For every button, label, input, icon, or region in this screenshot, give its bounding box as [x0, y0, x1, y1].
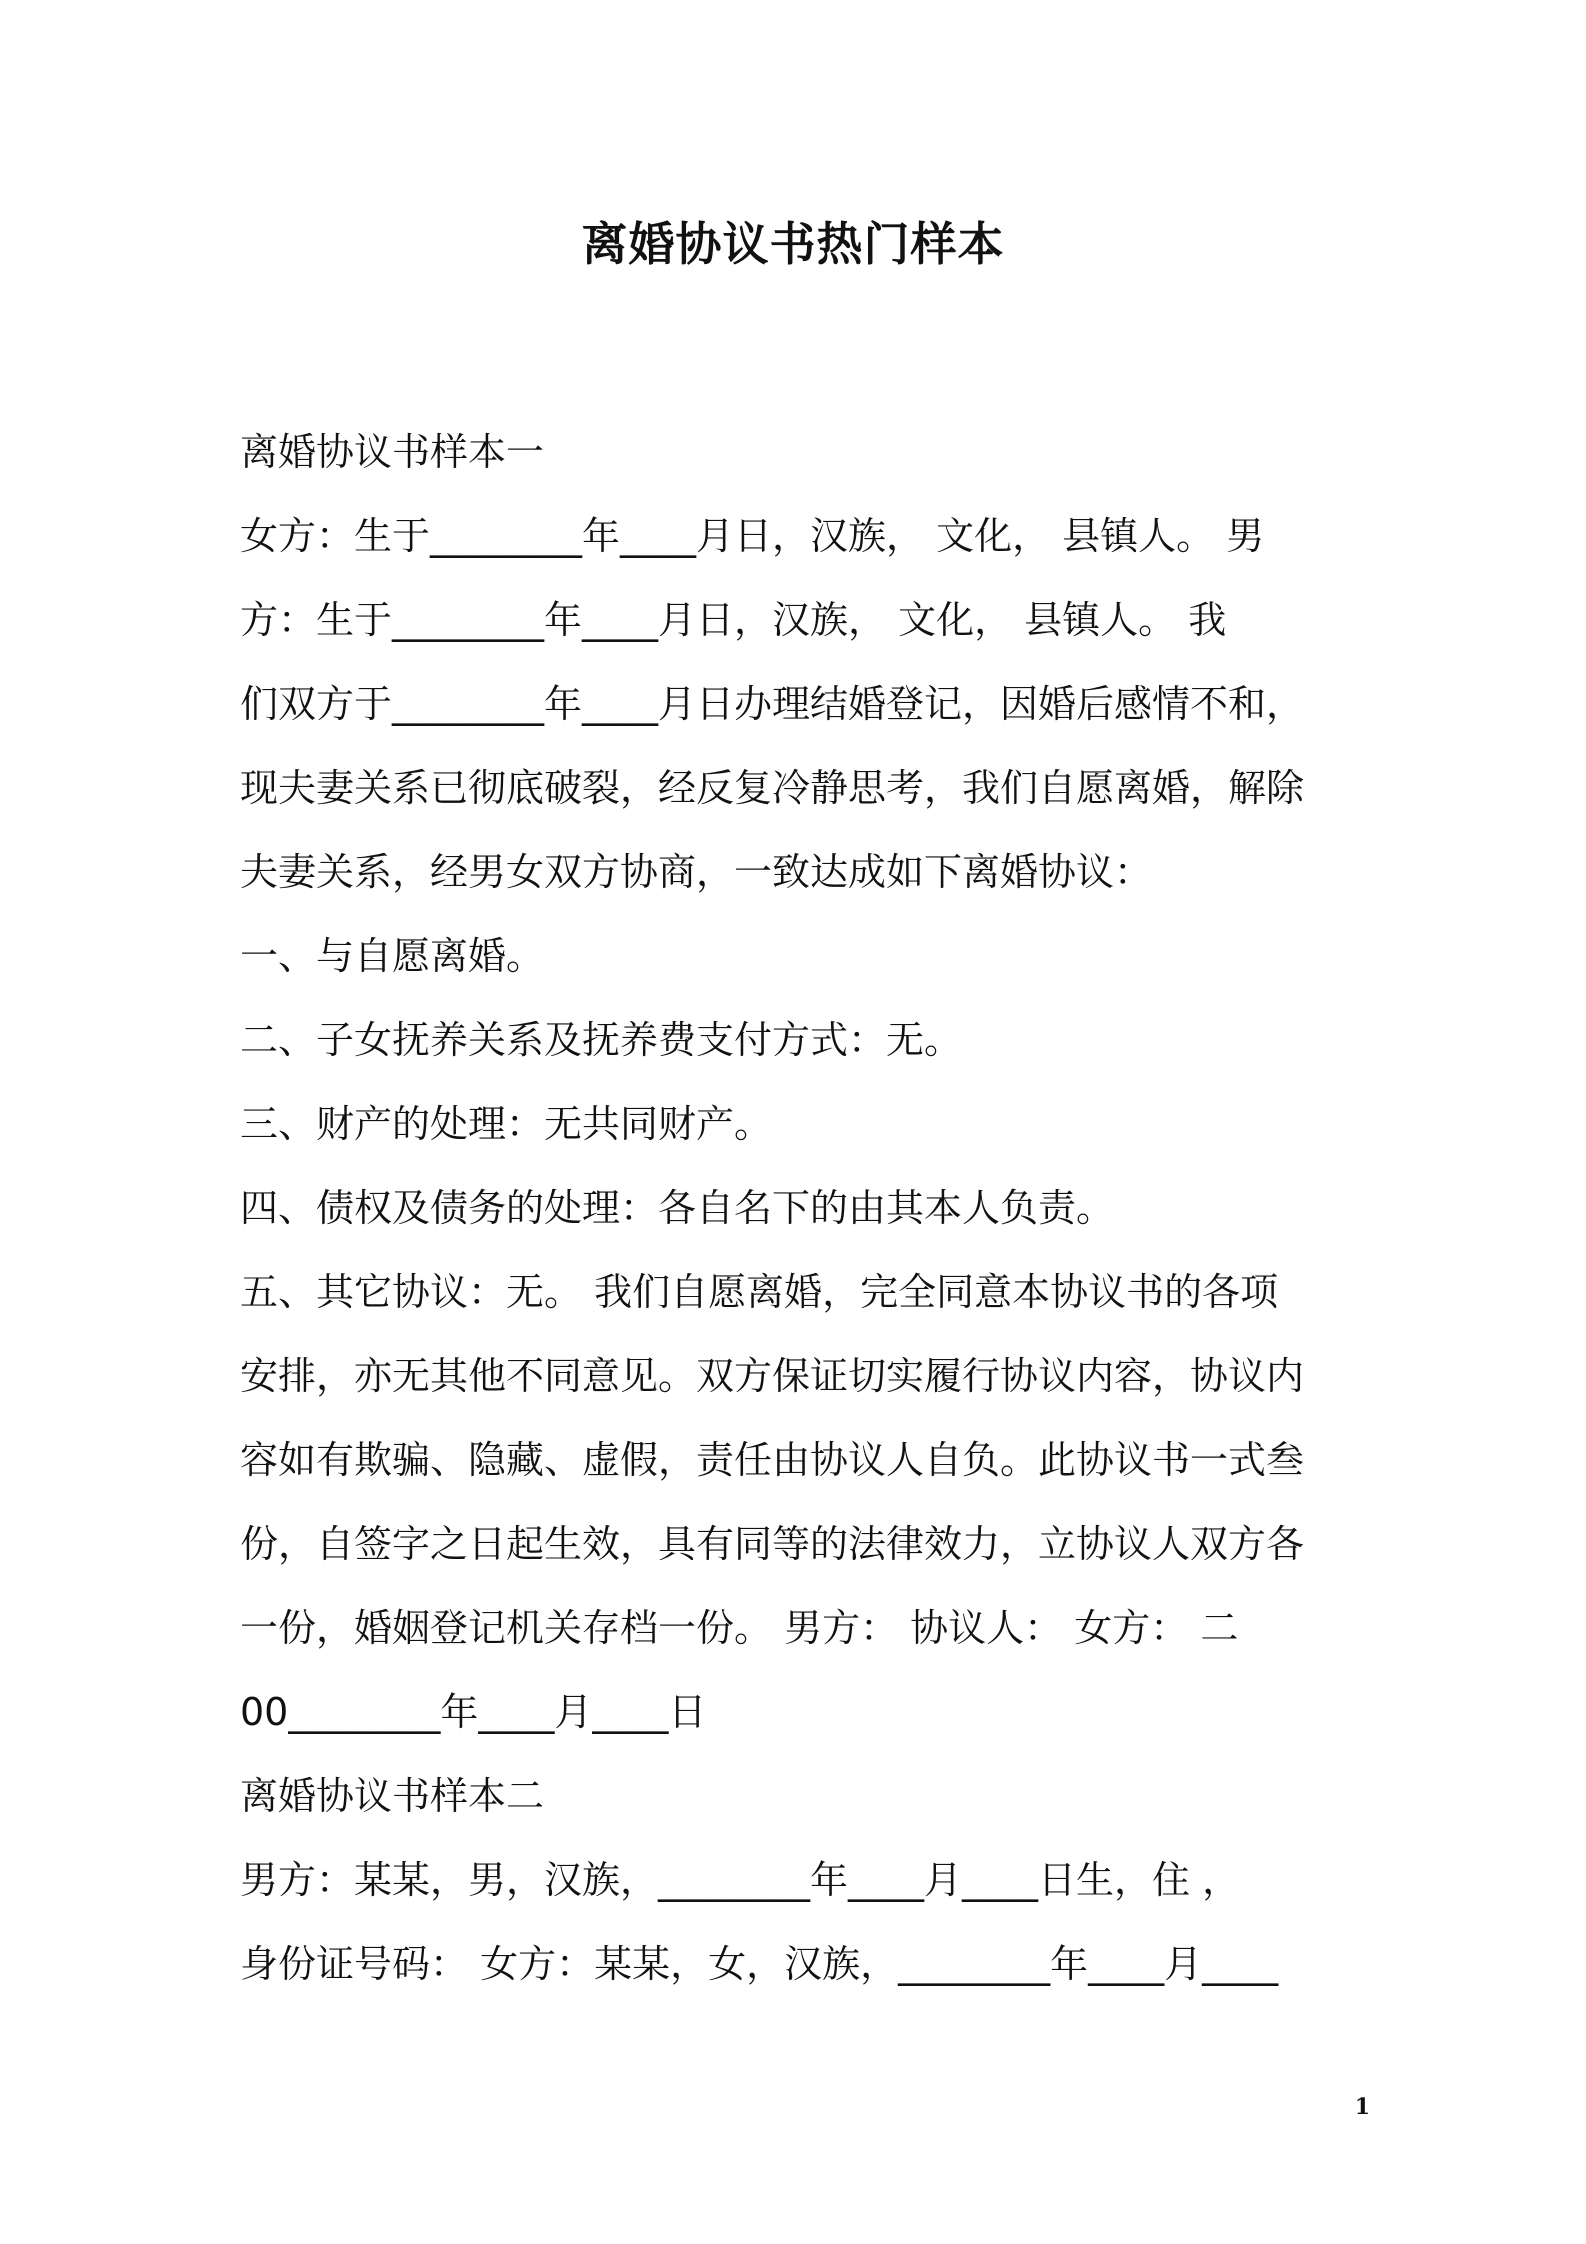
text-line: 方：生于________年____月日，汉族， 文化， 县镇人。 我 [240, 598, 1227, 642]
section-heading-sample-2: 离婚协议书样本二 [240, 1774, 545, 1818]
clause-4: 四、债权及债务的处理：各自名下的由其本人负责。 [240, 1186, 1115, 1230]
text-line: 现夫妻关系已彻底破裂，经反复冷静思考，我们自愿离婚，解除 [240, 766, 1305, 810]
text-line: 夫妻关系，经男女双方协商，一致达成如下离婚协议： [240, 850, 1153, 894]
clause-1: 一、与自愿离婚。 [240, 934, 545, 978]
page-number: 1 [1354, 2094, 1370, 2120]
section-heading-sample-1: 离婚协议书样本一 [240, 430, 545, 474]
text-line: 女方：生于________年____月日，汉族， 文化， 县镇人。 男 [240, 514, 1265, 558]
document-title: 离婚协议书热门样本 [581, 217, 1005, 271]
text-line: 份，自签字之日起生效，具有同等的法律效力，立协议人双方各 [240, 1522, 1305, 1566]
text-line: 身份证号码： 女方：某某，女，汉族，________年____月____ [240, 1942, 1279, 1986]
clause-5: 五、其它协议：无。 我们自愿离婚，完全同意本协议书的各项 [240, 1270, 1279, 1314]
date-line: 00________年____月____日 [240, 1690, 707, 1734]
text-line: 们双方于________年____月日办理结婚登记，因婚后感情不和， [240, 682, 1305, 726]
clause-3: 三、财产的处理：无共同财产。 [240, 1102, 773, 1146]
text-line: 男方：某某，男，汉族，________年____月____日生，住 ， [240, 1858, 1241, 1902]
text-line: 容如有欺骗、隐藏、虚假，责任由协议人自负。此协议书一式叁 [240, 1438, 1305, 1482]
document-body [240, 410, 1370, 2006]
clause-2: 二、子女抚养关系及抚养费支付方式：无。 [240, 1018, 963, 1062]
signature-line: 一份，婚姻登记机关存档一份。 男方： 协议人： 女方： 二 [240, 1606, 1239, 1650]
text-line: 安排，亦无其他不同意见。双方保证切实履行协议内容，协议内 [240, 1354, 1305, 1398]
